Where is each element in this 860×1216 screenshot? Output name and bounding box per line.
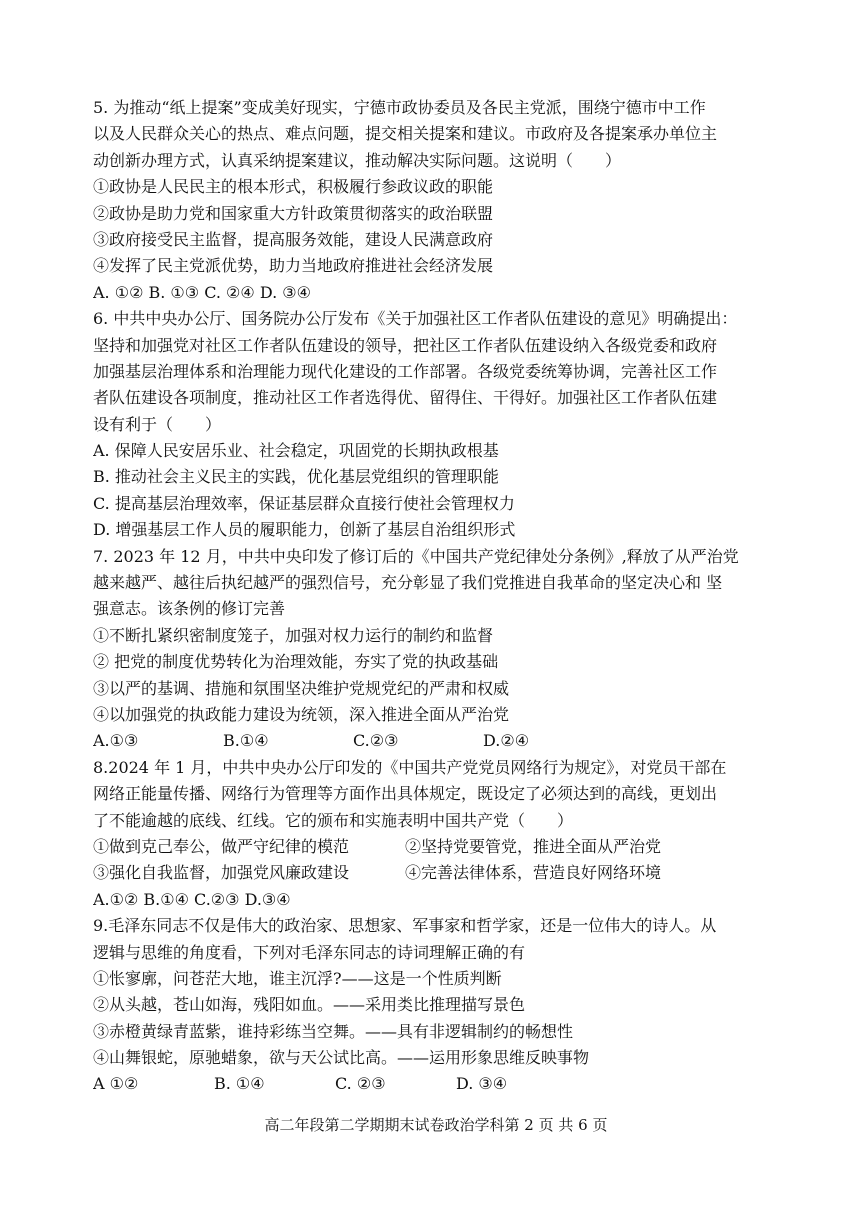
option-a: A.①③ xyxy=(93,731,139,751)
option-a: A. 保障人民安居乐业、社会稳定，巩固党的长期执政根基 xyxy=(93,441,499,461)
statement-1: ①做到克己奉公，做严守纪律的模范 xyxy=(93,836,350,856)
statement-4: ④山舞银蛇，原驰蜡象，欲与天公试比高。——运用形象思维反映事物 xyxy=(93,1048,590,1068)
question-stem-line: 加强基层治理体系和治理能力现代化建设的工作部署。各级党委统筹协调，完善社区工作 xyxy=(93,361,718,381)
option-d: D. ③④ xyxy=(456,1074,508,1094)
statement-3: ③政府接受民主监督，提高服务效能，建设人民满意政府 xyxy=(93,229,494,249)
question-stem-line: 8.2024 年 1 月，中共中央办公厅印发的《中国共产党党员网络行为规定》，对党员干部在 xyxy=(93,757,727,777)
statement-2: ②从头越，苍山如海，残阳如血。——采用类比推理描写景色 xyxy=(93,995,526,1015)
option-d: D.②④ xyxy=(483,731,530,751)
statement-4: ④以加强党的执政能力建设为统领，深入推进全面从严治党 xyxy=(93,704,510,724)
statement-3: ③赤橙黄绿青蓝紫，谁持彩练当空舞。——具有非逻辑制约的畅想性 xyxy=(93,1021,574,1041)
question-stem-line: 7. 2023 年 12 月，中共中央印发了修订后的《中国共产党纪律处分条例》,释放了从严治党 xyxy=(93,546,739,566)
question-stem-line: 者队伍建设各项制度，推动社区工作者选得优、留得住、干得好。加强社区工作者队伍建 xyxy=(93,388,718,408)
question-stem-line: 设有利于（ ） xyxy=(93,414,222,434)
option-a: A ①② xyxy=(93,1074,139,1094)
answer-options: A.①② B.①④ C.②③ D.③④ xyxy=(93,889,291,909)
option-c: C. ②③ xyxy=(335,1074,386,1094)
question-stem-line: 网络正能量传播、网络行为管理等方面作出具体规定，既设定了必须达到的高线，更划出 xyxy=(93,784,718,804)
statement-2: ②坚持党要管党，推进全面从严治党 xyxy=(405,836,662,856)
question-stem-line: 6. 中共中央办公厅、国务院办公厅发布《关于加强社区工作者队伍建设的意见》明确提出： xyxy=(93,309,738,329)
option-c: C. 提高基层治理效率，保证基层群众直接行使社会管理权力 xyxy=(93,493,515,513)
question-stem-line: 逻辑与思维的角度看，下列对毛泽东同志的诗词理解正确的有 xyxy=(93,942,526,962)
statement-3: ③强化自我监督，加强党风廉政建设 xyxy=(93,863,350,883)
option-c: C.②③ xyxy=(353,731,399,751)
statement-2: ②政协是助力党和国家重大方针政策贯彻落实的政治联盟 xyxy=(93,203,494,223)
question-stem-line: 5. 为推动“纸上提案”变成美好现实，宁德市政协委员及各民主党派，围绕宁德市中工作 xyxy=(93,98,706,117)
statement-3: ③以严的基调、措施和氛围坚决维护党规党纪的严肃和权威 xyxy=(93,678,510,698)
question-stem-line: 强意志。该条例的修订完善 xyxy=(93,599,286,619)
option-b: B.①④ xyxy=(223,731,269,751)
question-stem-line: 动创新办理方式，认真采纳提案建议，推动解决实际问题。这说明（ ） xyxy=(93,150,622,170)
question-stem-line: 坚持和加强党对社区工作者队伍建设的领导，把社区工作者队伍建设纳入各级党委和政府 xyxy=(93,335,718,355)
question-8 xyxy=(93,755,773,913)
question-stem-line: 越来越严、越往后执纪越严的强烈信号，充分彰显了我们党推进自我革命的坚定决心和 坚 xyxy=(93,573,723,593)
statement-4: ④完善法律体系，营造良好网络环境 xyxy=(405,863,662,883)
question-5 xyxy=(93,95,773,306)
question-7 xyxy=(93,544,773,755)
statement-row xyxy=(93,834,773,860)
statement-4: ④发挥了民主党派优势，助力当地政府推进社会经济发展 xyxy=(93,256,494,276)
statement-2: ② 把党的制度优势转化为治理效能，夯实了党的执政基础 xyxy=(93,652,499,672)
answer-options xyxy=(93,728,773,754)
question-6 xyxy=(93,306,773,544)
option-b: B. ①④ xyxy=(214,1074,265,1094)
question-list xyxy=(93,95,773,1098)
option-b: B. 推动社会主义民主的实践，优化基层党组织的管理职能 xyxy=(93,467,499,487)
statement-1: ①怅寥廓，问苍茫大地，谁主沉浮?——这是一个性质判断 xyxy=(93,968,502,988)
answer-options xyxy=(93,1071,773,1097)
question-stem-line: 9.毛泽东同志不仅是伟大的政治家、思想家、军事家和哲学家，还是一位伟大的诗人。从 xyxy=(93,916,717,936)
question-stem-line: 以及人民群众关心的热点、难点问题，提交相关提案和建议。市政府及各提案承办单位主 xyxy=(93,124,718,144)
statement-1: ①不断扎紧织密制度笼子，加强对权力运行的制约和监督 xyxy=(93,625,494,645)
answer-options: A. ①② B. ①③ C. ②④ D. ③④ xyxy=(93,282,311,302)
question-stem-line: 了不能逾越的底线、红线。它的颁布和实施表明中国共产党（ ） xyxy=(93,810,574,830)
statement-1: ①政协是人民民主的根本形式，积极履行参政议政的职能 xyxy=(93,177,494,197)
page-footer: 高二年段第二学期期末试卷政治学科第 2 页 共 6 页 xyxy=(264,1116,608,1134)
option-d: D. 增强基层工作人员的履职能力，创新了基层自治组织形式 xyxy=(93,520,516,540)
statement-row xyxy=(93,860,773,886)
question-9 xyxy=(93,913,773,1098)
